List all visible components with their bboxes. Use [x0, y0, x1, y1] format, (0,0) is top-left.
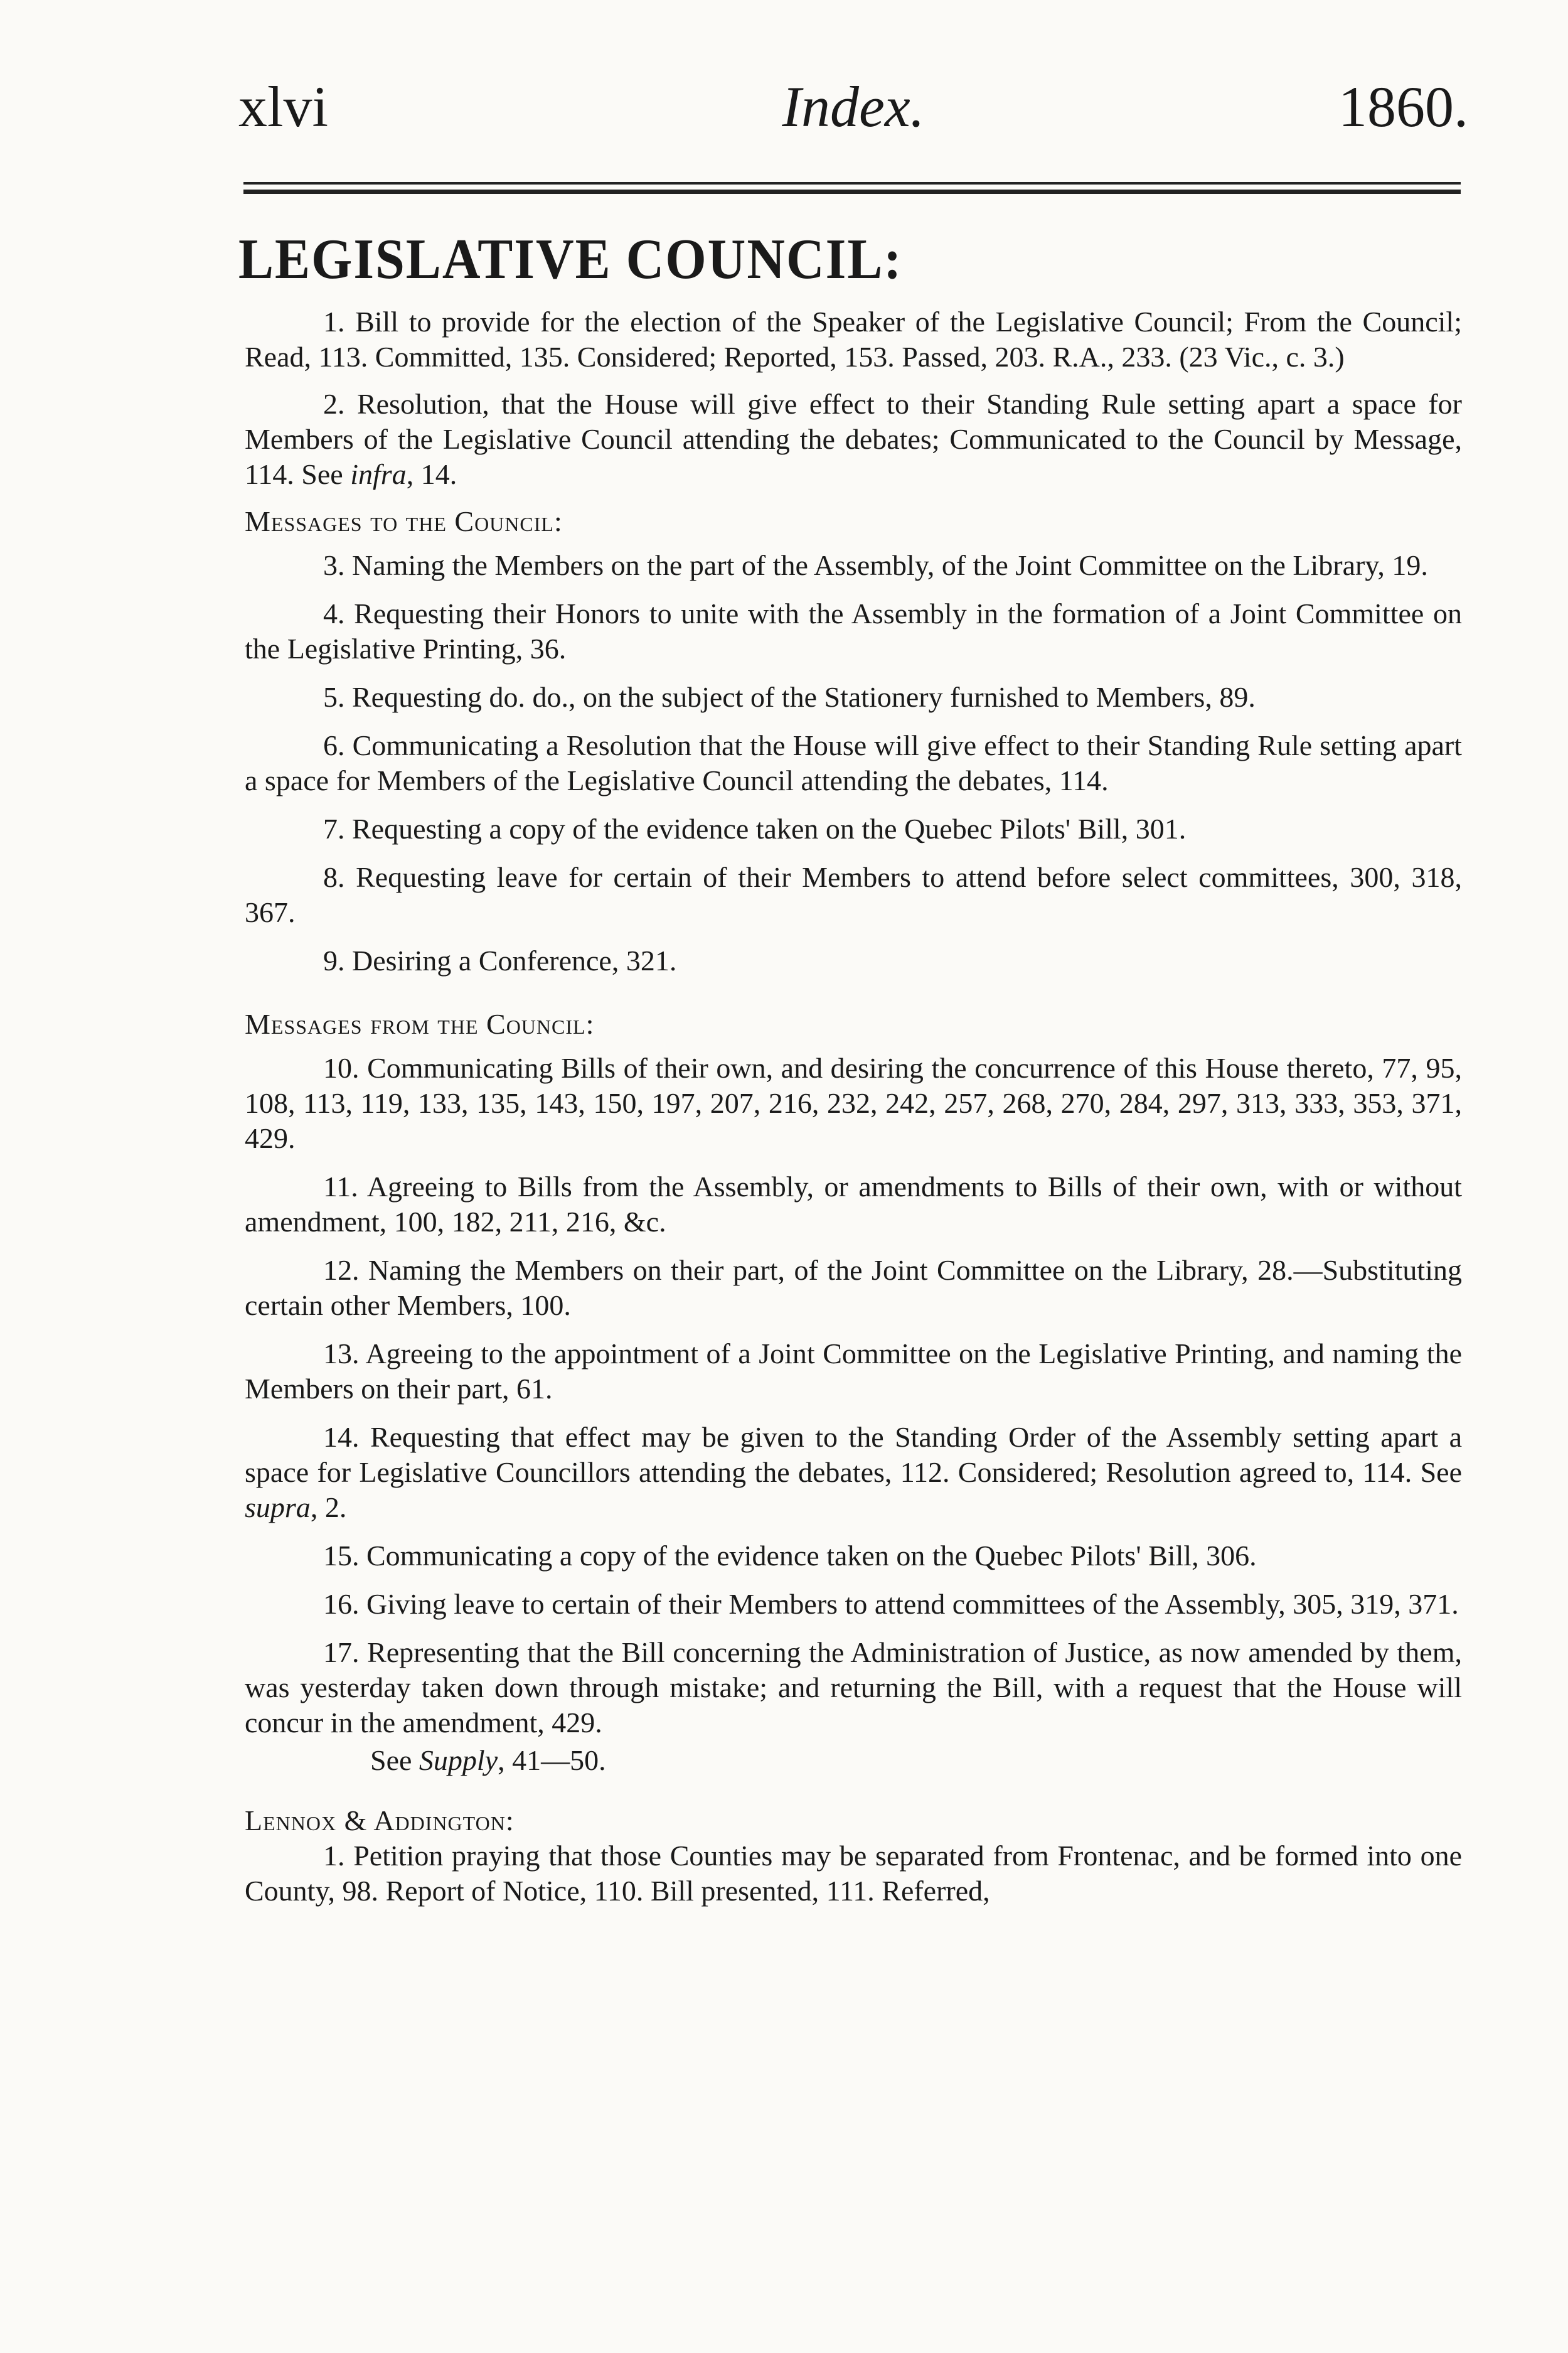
entry-16: 16. Giving leave to certain of their Members to attend committees of the Assembly, 305, 319, 371.: [323, 1588, 1459, 1620]
header-year: 1860.: [1338, 75, 1468, 139]
spacer: [245, 992, 1462, 1004]
entry-9: 9. Desiring a Conference, 321.: [323, 945, 677, 977]
entry-14: 14. Requesting that effect may be given to the Standing Order of the Assembly setting apart a space for Legislative Councillors attending the debates, 112. Considered; Resolution agreed to, 114. See supra, 2.: [245, 1421, 1462, 1523]
entry-2: 2. Resolution, that the House will give effect to their Standing Rule setting apart a space for Members of the Legislative Council attending the debates; Communicated to the Council by Message, 114. See infra, 14.: [245, 388, 1462, 490]
subheading-messages-from-council: Messages from the Council:: [245, 1008, 595, 1040]
entry-6: 6. Communicating a Resolution that the House will give effect to their Standing Rule setting apart a space for Members of the Legislative Council attending the debates, 114.: [245, 729, 1462, 796]
running-title: Index.: [782, 75, 925, 139]
subheading-messages-to-council: Messages to the Council:: [245, 505, 563, 537]
entry-8: 8. Requesting leave for certain of their Members to attend before select committees, 300, 318, 367.: [245, 861, 1462, 928]
entry-17: 17. Representing that the Bill concerning the Administration of Justice, as now amended by them, was yesterday taken down through mistake; and returning the Bill, with a request that the House will concur in the amendment, 429.: [245, 1636, 1462, 1739]
entry-5: 5. Requesting do. do., on the subject of the Stationery furnished to Members, 89.: [323, 681, 1256, 713]
header-rule-thin: [243, 182, 1461, 185]
entry-3: 3. Naming the Members on the part of the Assembly, of the Joint Committee on the Library, 19.: [323, 549, 1428, 581]
entry-1: 1. Bill to provide for the election of the Speaker of the Legislative Council; From the Council; Read, 113. Committed, 135. Considered; Reported, 153. Passed, 203. R.A., 233. (23 Vic., c. 3.): [245, 306, 1462, 373]
entry-4: 4. Requesting their Honors to unite with the Assembly in the formation of a Joint Committee on the Legislative Printing, 36.: [245, 598, 1462, 665]
subheading-lennox-addington: Lennox & Addington:: [245, 1804, 515, 1836]
entry-7: 7. Requesting a copy of the evidence taken on the Quebec Pilots' Bill, 301.: [323, 813, 1187, 845]
page-number: xlvi: [238, 75, 329, 139]
index-body: [245, 304, 1462, 1922]
see-also-supply: See Supply, 41—50.: [370, 1744, 606, 1776]
page-header: [238, 72, 1468, 141]
entry-15: 15. Communicating a copy of the evidence taken on the Quebec Pilots' Bill, 306.: [323, 1540, 1257, 1572]
entry-13: 13. Agreeing to the appointment of a Joint Committee on the Legislative Printing, and naming the Members on their part, 61.: [245, 1337, 1462, 1405]
entry-10: 10. Communicating Bills of their own, and desiring the concurrence of this House thereto, 77, 95, 108, 113, 119, 133, 135, 143, 150, 197, 207, 216, 232, 242, 257, 268, 270, 284, 297, 313, 333, 353, 371, 429.: [245, 1052, 1462, 1154]
section-heading: LEGISLATIVE COUNCIL:: [238, 228, 903, 291]
header-rule-thick: [243, 190, 1461, 194]
lennox-entry-1: 1. Petition praying that those Counties may be separated from Frontenac, and be formed into one County, 98. Report of Notice, 110. Bill presented, 111. Referred,: [245, 1840, 1462, 1907]
entry-11: 11. Agreeing to Bills from the Assembly, or amendments to Bills of their own, with or without amendment, 100, 182, 211, 216, &c.: [245, 1171, 1462, 1238]
entry-12: 12. Naming the Members on their part, of the Joint Committee on the Library, 28.—Substituting certain other Members, 100.: [245, 1254, 1462, 1321]
